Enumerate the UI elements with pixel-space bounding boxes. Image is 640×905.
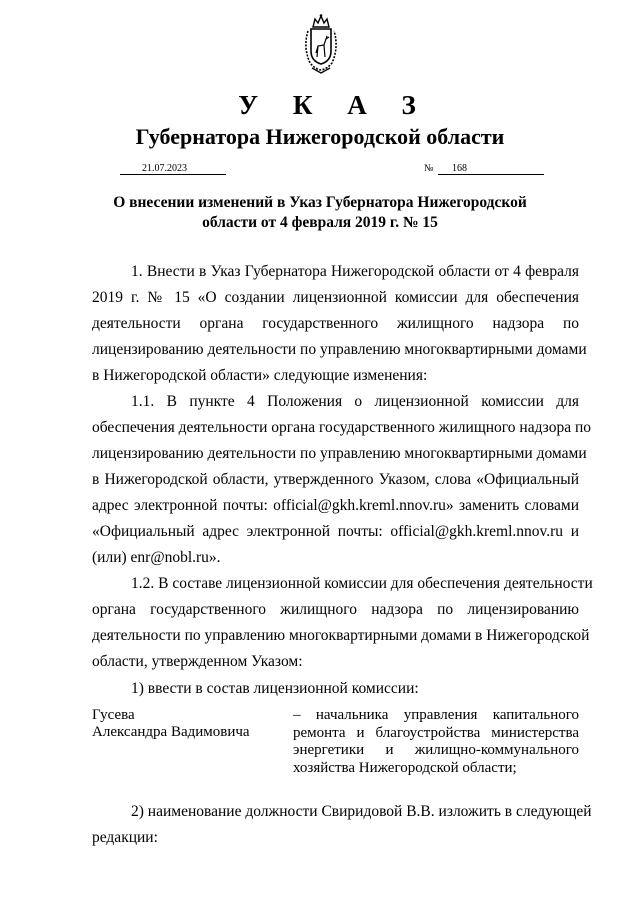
member-position-line: хозяйства Нижегородской области; (293, 759, 517, 776)
decree-number: 168 (438, 163, 544, 175)
paragraph-line: области, утвержденном Указом: (92, 653, 303, 670)
list-item: 1) ввести в состав лицензионной комиссии: (131, 680, 419, 697)
document-title: У К А З (238, 90, 430, 120)
paragraph-line: 2019 г. № 15 «О создании лицензионной комиссии для обеспечения (92, 289, 579, 306)
paragraph-line: 1. Внести в Указ Губернатора Нижегородской области от 4 февраля (131, 263, 579, 280)
member-position-line: ремонта и благоустройства министерства (293, 724, 579, 741)
member-position-line: – начальника управления капитального (293, 707, 579, 723)
paragraph-line: деятельности органа государственного жилищного надзора по (92, 315, 579, 332)
issuer-title: Губернатора Нижегородской области (135, 124, 505, 149)
paragraph-line: в Нижегородской области» следующие изменения: (92, 367, 428, 384)
number-sign: № (424, 163, 434, 174)
paragraph-line: органа государственного жилищного надзора по лицензированию (92, 601, 579, 618)
paragraph-line: (или) enr@nobl.ru». (92, 549, 221, 566)
paragraph-line: редакции: (92, 829, 158, 846)
paragraph-line: 1.1. В пункте 4 Положения о лицензионной комиссии для (131, 393, 579, 410)
member-given-name: Александра Вадимовича (92, 724, 250, 740)
paragraph-line: адрес электронной почты: official@gkh.kreml.nnov.ru» заменить словами (92, 497, 579, 514)
coat-of-arms-icon (300, 13, 342, 77)
paragraph-line: обеспечения деятельности органа государственного жилищного надзора по (92, 419, 591, 436)
decree-subject (100, 193, 540, 233)
list-item: 2) наименование должности Свиридовой В.В. изложить в следующей (131, 803, 592, 820)
subject-line: области от 4 февраля 2019 г. № 15 (202, 214, 438, 231)
decree-date: 21.07.2023 (120, 163, 226, 175)
paragraph-line: лицензированию деятельности по управлению многоквартирными домами (92, 445, 587, 462)
paragraph-line: в Нижегородской области, утвержденного Указом, слова «Официальный (92, 471, 579, 488)
paragraph-line: лицензированию деятельности по управлению многоквартирными домами (92, 341, 587, 358)
paragraph-line: деятельности по управлению многоквартирными домами в Нижегородской (92, 627, 590, 644)
subject-line: О внесении изменений в Указ Губернатора Нижегородской (113, 194, 527, 211)
paragraph-line: 1.2. В составе лицензионной комиссии для обеспечения деятельности (131, 575, 593, 592)
member-surname: Гусева (92, 707, 135, 723)
paragraph-line: «Официальный адрес электронной почты: official@gkh.kreml.nnov.ru и (92, 523, 579, 540)
member-position-line: энергетики и жилищно-коммунального (293, 742, 579, 758)
